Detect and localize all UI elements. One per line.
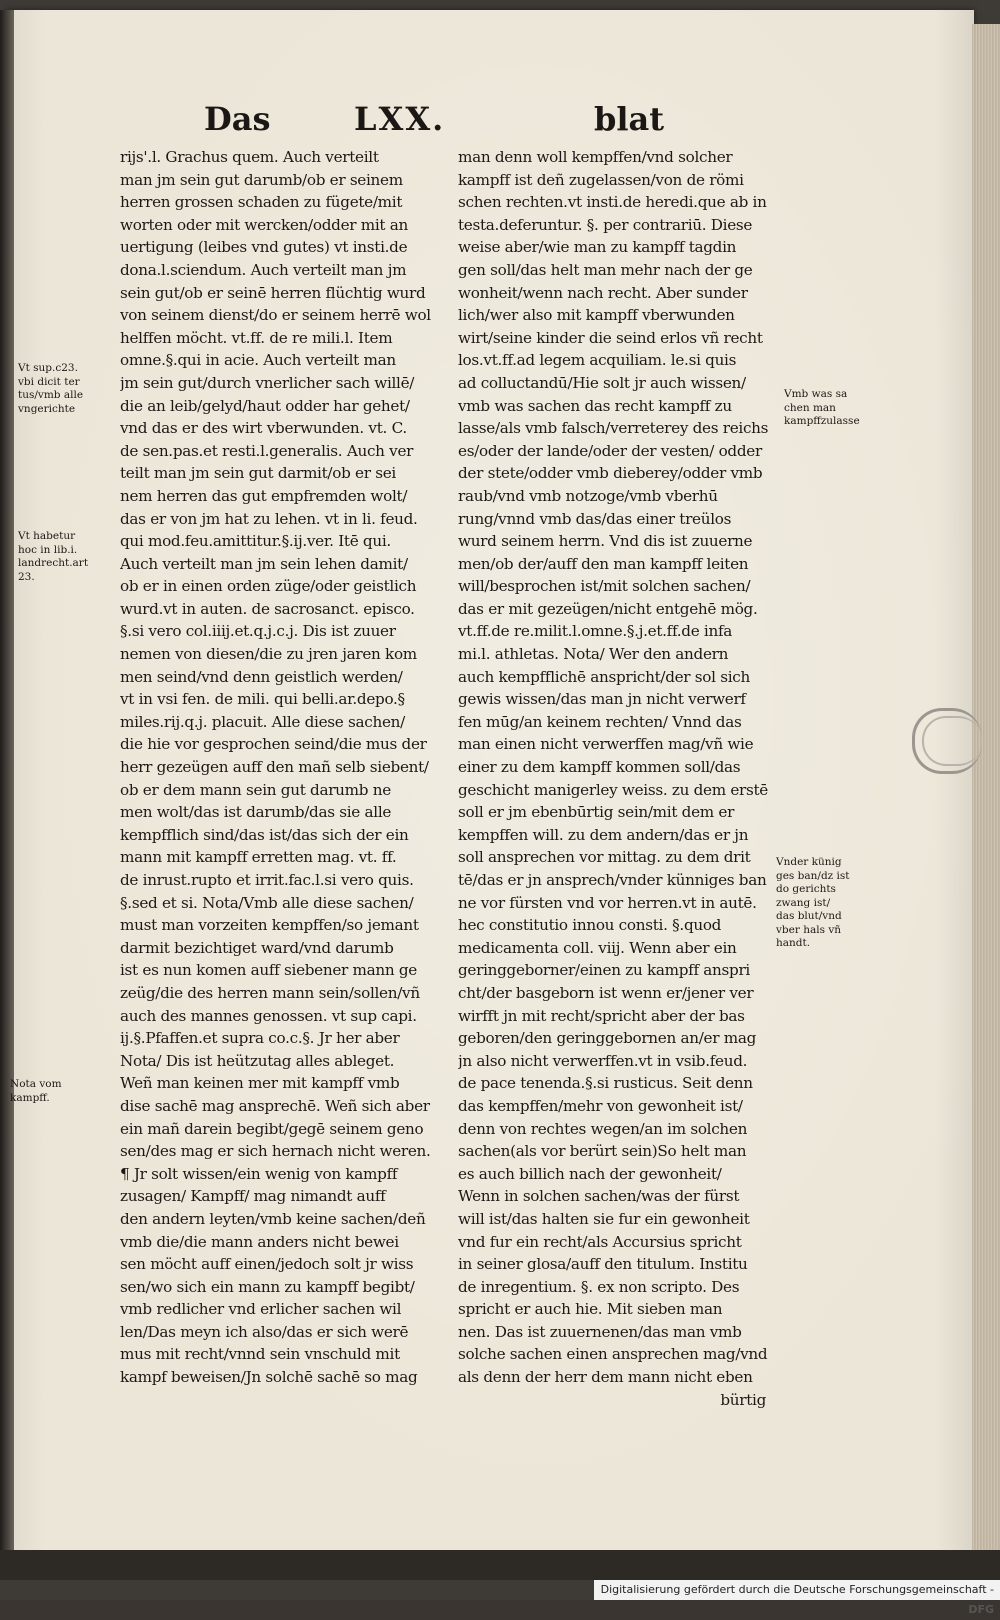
margin-note-line: hoc in lib.i. [18,543,78,556]
margin-note-line: ges ban/dz ist [776,869,850,882]
text-line: als denn der herr dem mann nicht eben [458,1368,753,1387]
text-line: los.vt.ff.ad legem acquiliam. le.si quis [458,351,737,370]
margin-note-line: do gerichts [776,883,836,895]
paper-clip-inner [922,716,982,766]
text-line: men wolt/das ist darumb/das sie alle [120,803,392,822]
text-line: herr gezeügen auff den mañ selb siebent/ [120,758,429,777]
text-line: solche sachen einen ansprechen mag/vnd [458,1345,768,1364]
text-line: das er von jm hat zu lehen. vt in li. feud. [120,509,418,528]
text-line: gen soll/das helt man mehr nach der ge [458,260,753,279]
catchword: bürtig [720,1390,766,1409]
text-line: ¶ Jr solt wissen/ein wenig von kampff [120,1164,398,1183]
text-line: rung/vnnd vmb das/das einer treülos [458,509,732,528]
text-line: ein mañ darein begibt/gegē seinem geno [120,1119,424,1138]
page-fore-edge [972,24,1000,1552]
text-line: Wenn in solchen sachen/was der fürst [458,1187,740,1206]
text-line: wurd seinem herrn. Vnd dis ist zuuerne [458,532,753,551]
text-line: das er mit gezeügen/nicht entgehē mög. [458,599,758,618]
text-line: lich/wer also mit kampff vberwunden [458,306,735,325]
text-line: Auch verteilt man jm sein lehen damit/ [120,554,408,573]
text-line: jm sein gut/durch vnerlicher sach willē/ [120,373,415,392]
text-line: spricht er auch hie. Mit sieben man [458,1300,723,1319]
margin-note-line: Vmb was sa [784,388,848,400]
text-line: geschicht manigerley weiss. zu dem erstē [458,780,768,799]
text-line: cht/der basgeborn ist wenn er/jener ver [458,983,754,1002]
text-line: medicamenta coll. viij. Wenn aber ein [458,938,737,957]
text-line: len/Das meyn ich also/das er sich werē [120,1322,409,1341]
text-line: wonheit/wenn nach recht. Aber sunder [458,283,748,302]
text-line: weise aber/wie man zu kampff tagdin [458,238,737,257]
text-line: will ist/das halten sie fur ein gewonheit [458,1209,750,1228]
text-line: vmb was sachen das recht kampff zu [458,396,732,415]
text-line: geboren/den geringgebornen an/er mag [458,1029,756,1048]
text-line: auch des mannes genossen. vt sup capi. [120,1006,417,1025]
text-line: dise sachē mag ansprechē. Weñ sich aber [120,1096,430,1115]
text-line: omne.§.qui in acie. Auch verteilt man [120,351,396,370]
text-column-left [120,146,438,1389]
text-line: mann mit kampff erretten mag. vt. ff. [120,848,397,867]
text-line: geringgeborner/einen zu kampff anspri [458,961,750,980]
text-line: nem herren das gut empfremden wolt/ [120,486,408,505]
margin-note-left-1 [18,362,83,416]
text-line: sen möcht auff einen/jedoch solt jr wiss [120,1255,414,1274]
text-line: mus mit recht/vnnd sein vnschuld mit [120,1345,400,1364]
text-line: tē/das er jn ansprech/vnder künniges ban [458,871,767,889]
text-line: kempfflich sind/das ist/das sich der ein [120,825,409,844]
text-line: den andern leyten/vmb keine sachen/deñ [120,1209,426,1228]
text-line: man einen nicht verwerffen mag/vñ wie [458,735,754,754]
text-line: es/oder der lande/oder der vesten/ odder [458,441,762,460]
text-column-right [458,146,776,1411]
text-line: nen. Das ist zuuernenen/das man vmb [458,1322,742,1341]
text-line: wurd.vt in auten. de sacrosanct. episco. [120,599,415,618]
text-line: dona.l.sciendum. Auch verteilt man jm [120,260,407,279]
text-line: kempffen will. zu dem andern/das er jn [458,825,749,844]
text-line: de pace tenenda.§.si rusticus. Seit denn [458,1074,753,1093]
text-line: die an leib/gelyd/haut odder har gehet/ [120,396,410,415]
header-left-word: Das [204,100,271,138]
text-line: de inregentium. §. ex non scripto. Des [458,1277,740,1296]
text-line: Nota/ Dis ist heützutag alles ableget. [120,1051,395,1070]
margin-note-line: tus/vmb alle [18,389,84,401]
text-line: vnd das er des wirt vberwunden. vt. C. [120,419,407,438]
text-line: §.si vero col.iiij.et.q.j.c.j. Dis ist zuuer [120,622,396,641]
running-header [204,100,664,144]
text-line: vt.ff.de re.milit.l.omne.§.j.et.ff.de infa [458,622,733,641]
text-line: vt in vsi fen. de mili. qui belli.ar.depo.§ [120,690,405,709]
text-line: der stete/odder vmb dieberey/odder vmb [458,464,763,483]
margin-note-line: kampff. [10,1091,50,1104]
text-line: ij.§.Pfaffen.et supra co.c.§. Jr her aber [120,1029,400,1048]
text-line: die hie vor gesprochen seind/die mus der [120,735,427,754]
text-line: sein gut/ob er seinē herren flüchtig wurd [120,283,426,302]
margin-note-line: zwang ist/ [776,896,831,909]
margin-note-line: vngerichte [18,402,76,415]
text-line: sen/des mag er sich hernach nicht weren. [120,1142,431,1161]
text-line: man denn woll kempffen/vnd solcher [458,148,733,166]
text-line: vmb die/die mann anders nicht bewei [120,1232,399,1251]
text-line: herren grossen schaden zu fügete/mit [120,193,403,212]
text-line: auch kempfflichē anspricht/der sol sich [458,667,750,686]
text-line: de inrust.rupto et irrit.fac.l.si vero quis. [120,871,414,889]
text-line: will/besprochen ist/mit solchen sachen/ [458,577,751,596]
text-line: von seinem dienst/do er seinem herrē wol [120,306,431,325]
margin-note-line: landrecht.art [18,557,89,569]
text-line: ob er in einen orden züge/oder geistlich [120,577,417,596]
text-line: men/ob der/auff den man kampff leiten [458,554,749,573]
text-line: in seiner glosa/auff den titulum. Institu [458,1255,748,1274]
text-line: gewis wissen/das man jn nicht verwerf [458,690,746,709]
text-line: kampff ist deñ zugelassen/von de römi [458,170,744,189]
margin-note-line: vber hals vñ [776,923,842,936]
footer-credit [594,1580,1000,1616]
text-line: kampf beweisen/Jn solchē sachē so mag [120,1368,418,1387]
text-line: raub/vnd vmb notzoge/vmb vberhū [458,486,718,505]
text-line: testa.deferuntur. §. per contrariū. Diese [458,215,753,234]
margin-note-line: Nota vom [10,1078,62,1090]
text-line: darmit bezichtiget ward/vnd darumb [120,938,394,957]
text-line: must man vorzeiten kempffen/so jemant [120,916,419,935]
footer-text: Digitalisierung gefördert durch die Deutsche Forschungsgemeinschaft - [600,1583,994,1596]
text-line: Weñ man keinen mer mit kampff vmb [120,1074,400,1093]
dfg-logo: DFG [968,1603,994,1616]
text-line: hec constitutio innou consti. §.quod [458,916,722,935]
margin-note-right-1 [784,388,860,429]
text-line: mi.l. athletas. Nota/ Wer den andern [458,645,729,664]
text-line: ne vor fürsten vnd vor herren.vt in autē. [458,893,757,912]
margin-note-line: Vnder künig [776,856,842,868]
margin-note-line: vbi dicit ter [18,375,80,388]
text-line: worten oder mit wercken/odder mit an [120,215,408,234]
margin-note-line: 23. [18,570,35,583]
margin-note-line: Vt sup.c23. [18,362,78,374]
margin-note-left-2 [18,530,88,584]
text-line: einer zu dem kampff kommen soll/das [458,758,741,777]
text-line: es auch billich nach der gewonheit/ [458,1164,722,1183]
text-line: fen mūg/an keinem rechten/ Vnnd das [458,712,742,731]
scan-bottom-edge [0,1550,1000,1580]
margin-note-line: Vt habetur [18,530,76,542]
text-line: miles.rij.q.j. placuit. Alle diese sachen/ [120,712,405,731]
margin-note-line: chen man [784,401,836,414]
margin-note-left-3 [10,1078,62,1105]
text-line: teilt man jm sein gut darmit/ob er sei [120,464,396,483]
text-line: men seind/vnd denn geistlich werden/ [120,667,403,686]
text-line: de sen.pas.et resti.l.generalis. Auch ver [120,441,414,460]
text-line: helffen möcht. vt.ff. de re mili.l. Item [120,328,393,347]
text-line: ist es nun komen auff siebener mann ge [120,961,417,980]
text-line: soll ansprechen vor mittag. zu dem drit [458,848,751,867]
text-line: zusagen/ Kampff/ mag nimandt auff [120,1187,386,1206]
folio-number: LXX. [354,100,446,138]
text-line: man jm sein gut darumb/ob er seinem [120,170,403,189]
text-line: ad colluctandū/Hie solt jr auch wissen/ [458,373,746,392]
margin-note-line: kampffzulasse [784,415,860,427]
text-line: vnd fur ein recht/als Accursius spricht [458,1232,742,1251]
text-line: jn also nicht verwerffen.vt in vsib.feud. [458,1051,748,1070]
text-line: wirfft jn mit recht/spricht aber der bas [458,1006,745,1025]
book-gutter [0,10,14,1550]
header-right-word: blat [594,100,665,138]
text-line: lasse/als vmb falsch/verreterey des reichs [458,419,769,438]
margin-note-line: das blut/vnd [776,910,842,922]
margin-note-line: handt. [776,937,811,949]
text-line: §.sed et si. Nota/Vmb alle diese sachen/ [120,893,414,912]
text-line: soll er jm ebenbūrtig sein/mit dem er [458,803,735,822]
text-line: wirt/seine kinder die seind erlos vñ recht [458,328,763,347]
text-line: sachen(als vor berürt sein)So helt man [458,1142,747,1161]
text-line: rijs'.l. Grachus quem. Auch verteilt [120,148,379,166]
text-line: uertigung (leibes vnd gutes) vt insti.de [120,238,408,257]
text-line: das kempffen/mehr von gewonheit ist/ [458,1096,743,1115]
text-line: ob er dem mann sein gut darumb ne [120,780,391,799]
margin-note-right-2 [776,856,850,951]
text-line: denn von rechtes wegen/an im solchen [458,1119,748,1138]
text-line: vmb redlicher vnd erlicher sachen wil [120,1300,402,1319]
text-line: nemen von diesen/die zu jren jaren kom [120,645,417,664]
text-line: zeüg/die des herren mann sein/sollen/vñ [120,983,420,1002]
text-line: sen/wo sich ein mann zu kampff begibt/ [120,1277,415,1296]
text-line: schen rechten.vt insti.de heredi.que ab in [458,193,767,212]
text-line: qui mod.feu.amittitur.§.ij.ver. Itē qui. [120,532,391,551]
